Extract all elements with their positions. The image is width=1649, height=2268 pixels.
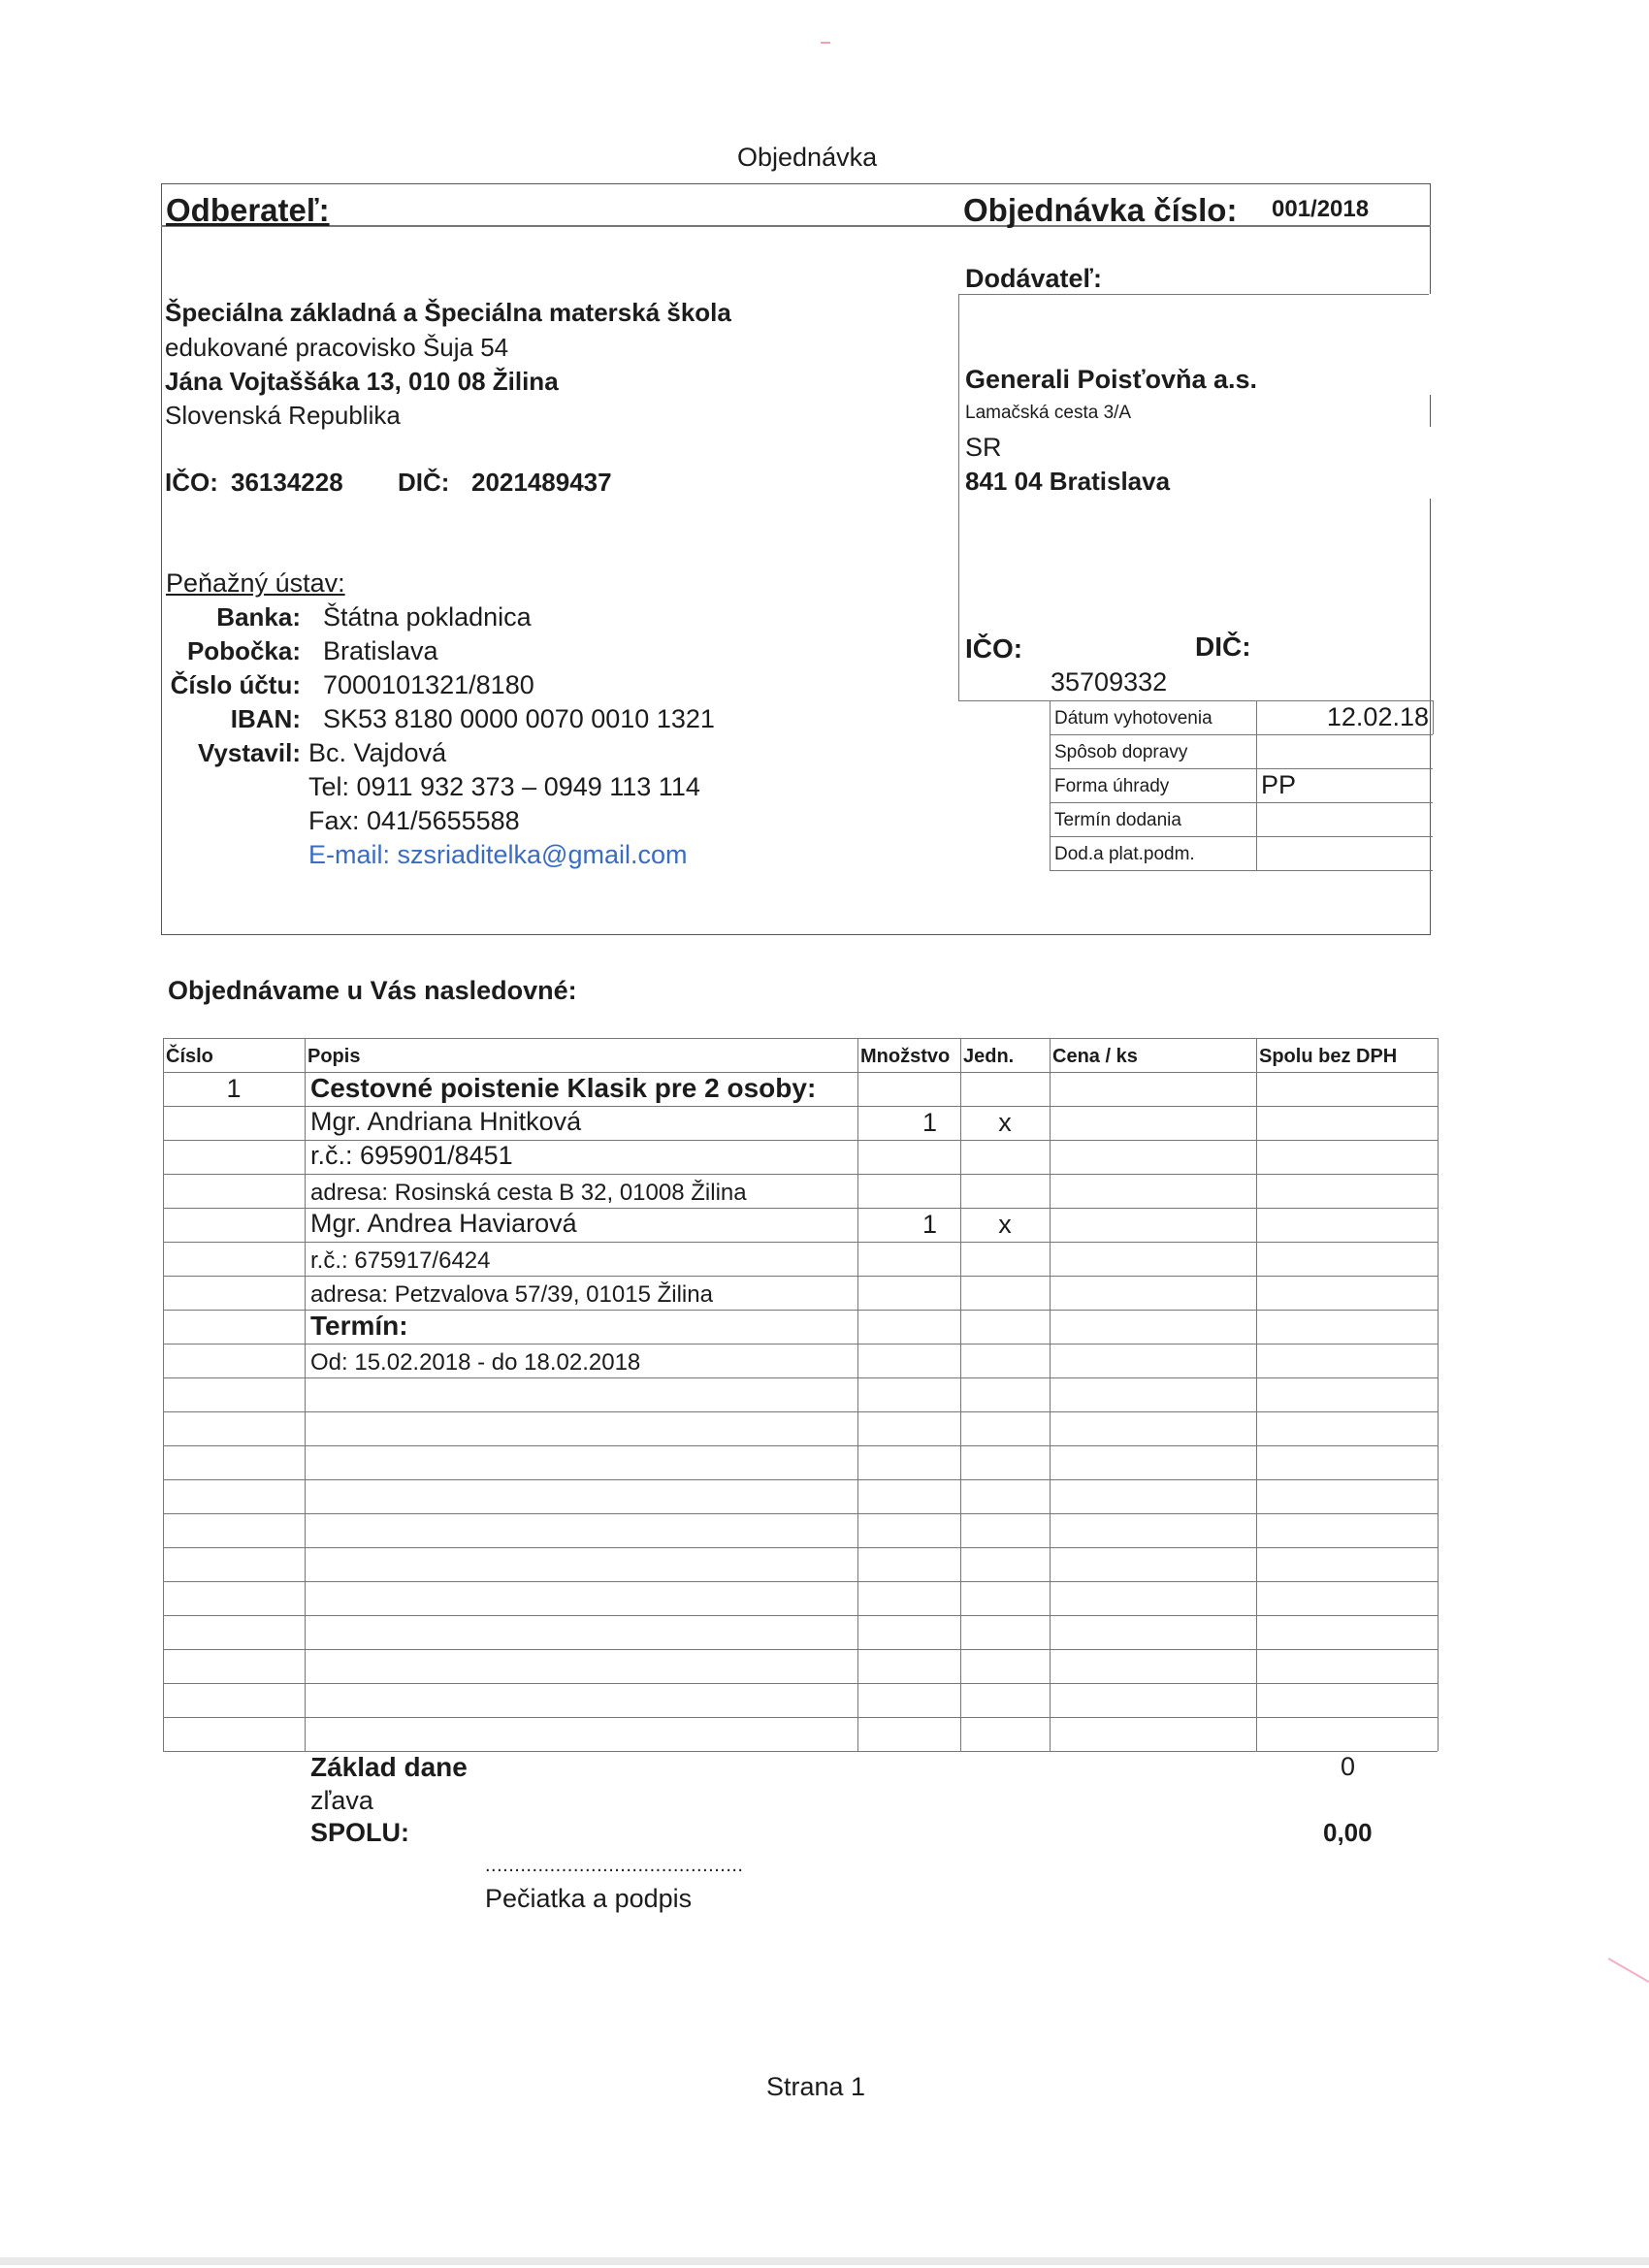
item-description: r.č.: 695901/8451 [310,1141,513,1170]
items-row-line [163,1344,1438,1345]
issued-label: Vystavil: [198,738,301,767]
item-description: Cestovné poistenie Klasik pre 2 osoby: [310,1073,817,1103]
item-description: adresa: Petzvalova 57/39, 01015 Žilina [310,1281,713,1308]
item-description: Mgr. Andrea Haviarová [310,1209,577,1238]
buyer-name: Špeciálna základná a Špeciálna materská škola [165,298,731,327]
details-label: Dátum vyhotovenia [1054,708,1212,729]
items-row-line [163,1479,1438,1480]
page-footer: Strana 1 [766,2072,866,2101]
supplier-label: Dodávateľ: [965,264,1102,293]
details-col-line [1433,700,1434,734]
signature-line: ............................................ [485,1855,744,1876]
item-description: Mgr. Andriana Hnitková [310,1107,582,1136]
phone: Tel: 0911 932 373 – 0949 113 114 [308,772,700,801]
account-value: 7000101321/8180 [323,670,534,699]
item-unit: x [998,1210,1012,1239]
supplier-ico: 35709332 [1051,667,1168,697]
supplier-country: SR [965,433,1002,462]
buyer-label: Odberateľ: [166,192,330,228]
order-intro: Objednávame u Vás nasledovné: [168,976,577,1005]
details-row-line [1050,870,1433,871]
supplier-dic-label: DIČ: [1195,632,1251,662]
supplier-box-bottom [958,700,1051,701]
buyer-dic-label: DIČ: [398,468,450,497]
iban-value: SK53 8180 0000 0070 0010 1321 [323,704,715,733]
buyer-ico: 36134228 [231,468,343,497]
items-row-line [163,1581,1438,1582]
item-description: adresa: Rosinská cesta B 32, 01008 Žilina [310,1180,747,1206]
order-number-label: Objednávka číslo: [963,192,1238,228]
details-label: Forma úhrady [1054,776,1170,796]
details-value: PP [1261,770,1297,799]
items-col-line [857,1038,858,1751]
supplier-box-top [958,294,1431,295]
items-row-line [163,1242,1438,1243]
items-col-line [163,1038,164,1751]
buyer-country: Slovenská Republika [165,401,401,430]
scan-mark-top [821,42,830,44]
column-header: Cena / ks [1052,1046,1138,1067]
details-row-line [1050,768,1433,769]
item-unit: x [998,1108,1012,1137]
buyer-dic: 2021489437 [471,468,612,497]
items-col-line [1050,1038,1051,1751]
buyer-unit: edukované pracovisko Šuja 54 [165,333,509,362]
items-col-line [1438,1038,1439,1751]
items-row-line [163,1615,1438,1616]
scan-mark-right [1608,1958,1649,1983]
items-row-line [163,1377,1438,1378]
branch-label: Pobočka: [186,636,301,665]
bank-value: Štátna pokladnica [323,602,532,632]
items-col-line [1256,1038,1257,1751]
details-row-line [1050,836,1433,837]
item-number: 1 [226,1074,242,1103]
details-label: Dod.a plat.podm. [1054,844,1195,864]
details-label: Termín dodania [1054,810,1181,830]
items-row-line [163,1683,1438,1684]
supplier-city: 841 04 Bratislava [965,467,1171,496]
column-header: Množstvo [860,1046,951,1067]
column-header: Popis [307,1046,361,1067]
signature-label: Pečiatka a podpis [485,1884,693,1913]
base-value: 0 [1341,1752,1356,1781]
column-header: Jedn. [963,1046,1015,1067]
items-header-top-line [163,1038,1438,1039]
iban-label: IBAN: [230,704,301,733]
account-label: Číslo účtu: [170,670,301,699]
items-row-line [163,1276,1438,1277]
supplier-street: Lamačská cesta 3/A [965,403,1132,423]
details-row-line [1050,700,1433,701]
issued-value: Bc. Vajdová [308,738,447,767]
scan-edge [0,2257,1649,2265]
discount-label: zľava [310,1786,373,1815]
details-value: 12.02.18 [1326,702,1429,731]
item-quantity: 1 [922,1108,937,1137]
branch-value: Bratislava [323,636,438,665]
buyer-street: Jána Vojtaššáka 13, 010 08 Žilina [165,367,559,396]
details-row-line [1050,802,1433,803]
items-row-line [163,1717,1438,1718]
item-quantity: 1 [922,1210,937,1239]
email-link[interactable]: E-mail: szsriaditelka@gmail.com [308,840,688,869]
supplier-box-right-top [1429,294,1432,395]
column-header: Spolu bez DPH [1259,1046,1398,1067]
total-value: 0,00 [1323,1818,1373,1847]
supplier-box-left [958,294,959,701]
buyer-ico-label: IČO: [165,468,218,497]
item-description: Od: 15.02.2018 - do 18.02.2018 [310,1349,641,1376]
supplier-box-right-mid [1429,427,1432,499]
supplier-name: Generali Poisťovňa a.s. [965,365,1258,394]
item-description: Termín: [310,1311,408,1341]
bank-label: Banka: [216,602,301,632]
details-col-line [1050,700,1051,870]
details-label: Spôsob dopravy [1054,742,1188,762]
supplier-ico-label: IČO: [965,633,1023,664]
base-label: Základ dane [310,1752,468,1782]
document-title: Objednávka [737,143,878,172]
items-row-line [163,1649,1438,1650]
items-row-line [163,1445,1438,1446]
items-row-line [163,1513,1438,1514]
item-description: r.č.: 675917/6424 [310,1247,491,1274]
items-row-line [163,1174,1438,1175]
column-header: Číslo [166,1046,213,1067]
order-number: 001/2018 [1272,196,1370,222]
bank-title: Peňažný ústav: [166,568,345,598]
items-col-line [960,1038,961,1751]
items-row-line [163,1547,1438,1548]
total-label: SPOLU: [310,1818,410,1847]
header-underline [161,225,1431,227]
items-row-line [163,1411,1438,1412]
fax: Fax: 041/5655588 [308,806,520,835]
details-row-line [1050,734,1433,735]
items-col-line [305,1038,306,1751]
